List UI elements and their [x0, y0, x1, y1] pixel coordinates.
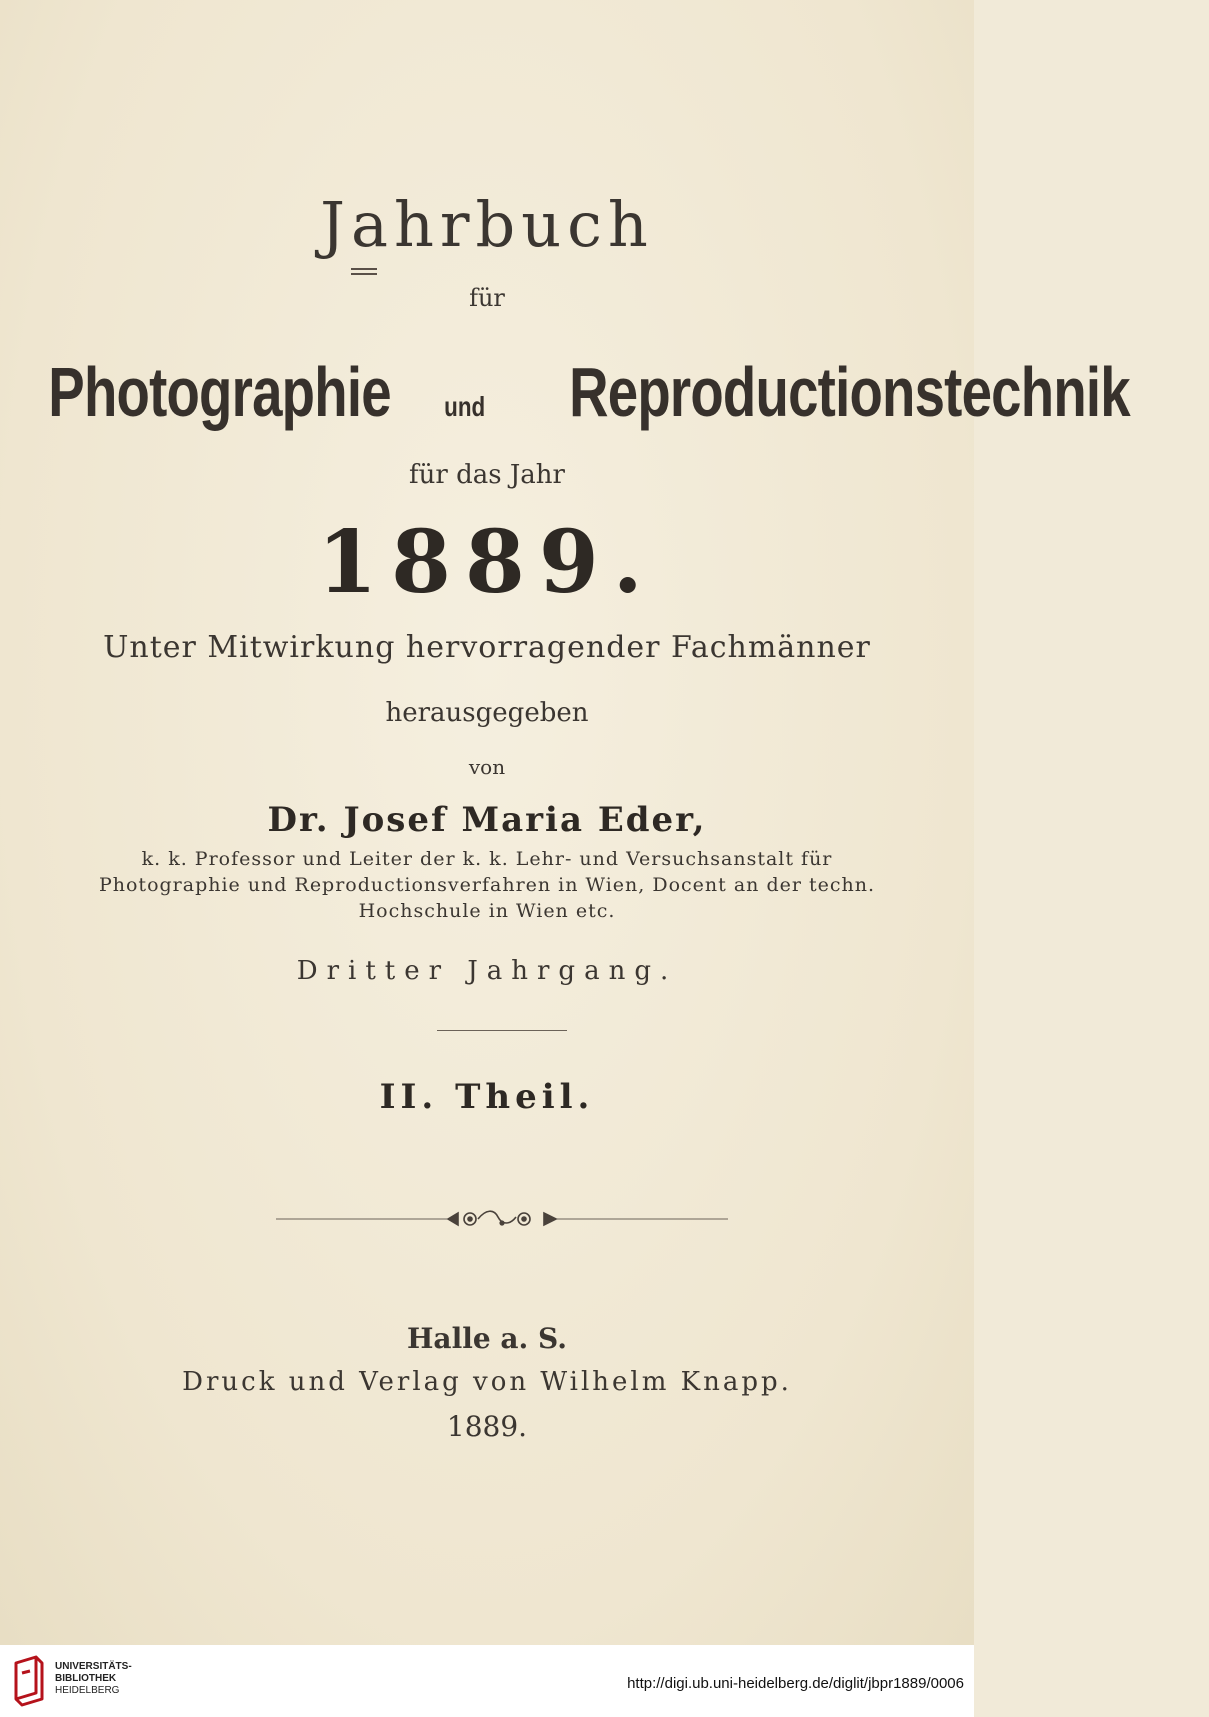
subtitle-von: von: [468, 755, 506, 779]
imprint-place: Halle a. S.: [406, 1322, 568, 1355]
imprint-year: 1889.: [446, 1410, 528, 1443]
ornament-divider-icon: [276, 1207, 728, 1231]
author-credit-line1: k. k. Professor und Leiter der k. k. Lehr- und Versuchsanstalt für: [141, 848, 833, 870]
library-name-line2: BIBLIOTHEK: [55, 1673, 117, 1684]
divider-rule: [437, 1030, 567, 1031]
edition-theil: II. Theil.: [379, 1077, 595, 1117]
source-url-link[interactable]: http://digi.ub.uni-heidelberg.de/diglit/jbpr1889/0006: [627, 1675, 964, 1692]
author-credit-line3: Hochschule in Wien etc.: [358, 900, 616, 922]
underline-mark: [351, 268, 377, 278]
book-logo-icon[interactable]: [10, 1653, 46, 1709]
main-title: [0, 352, 1131, 432]
main-title-und: und: [444, 391, 486, 422]
library-name-line3: HEIDELBERG: [55, 1685, 120, 1696]
author-name: Dr. Josef Maria Eder,: [267, 800, 707, 840]
library-name: [55, 1661, 132, 1697]
subtitle-herausgegeben: herausgegeben: [385, 698, 589, 728]
title-year: 1889.: [317, 512, 657, 613]
author-credit-line2: Photographie und Reproductionsverfahren in Wien, Docent an der techn.: [98, 874, 876, 896]
imprint-publisher: Druck und Verlag von Wilhelm Knapp.: [182, 1367, 792, 1397]
title-jahrbuch: Jahrbuch: [320, 188, 654, 261]
subtitle-mitwirkung: Unter Mitwirkung hervorragender Fachmänner: [103, 630, 871, 665]
fuer-das-jahr: für das Jahr: [409, 460, 565, 490]
main-title-part2: Reproductionstechnik: [569, 353, 1131, 431]
edition-jahrgang: Dritter Jahrgang.: [296, 956, 678, 986]
main-title-part1: Photographie: [48, 353, 391, 431]
title-fuer: für: [469, 284, 505, 312]
library-name-line1: UNIVERSITÄTS-: [55, 1661, 132, 1672]
footer-bar: [0, 1645, 974, 1717]
